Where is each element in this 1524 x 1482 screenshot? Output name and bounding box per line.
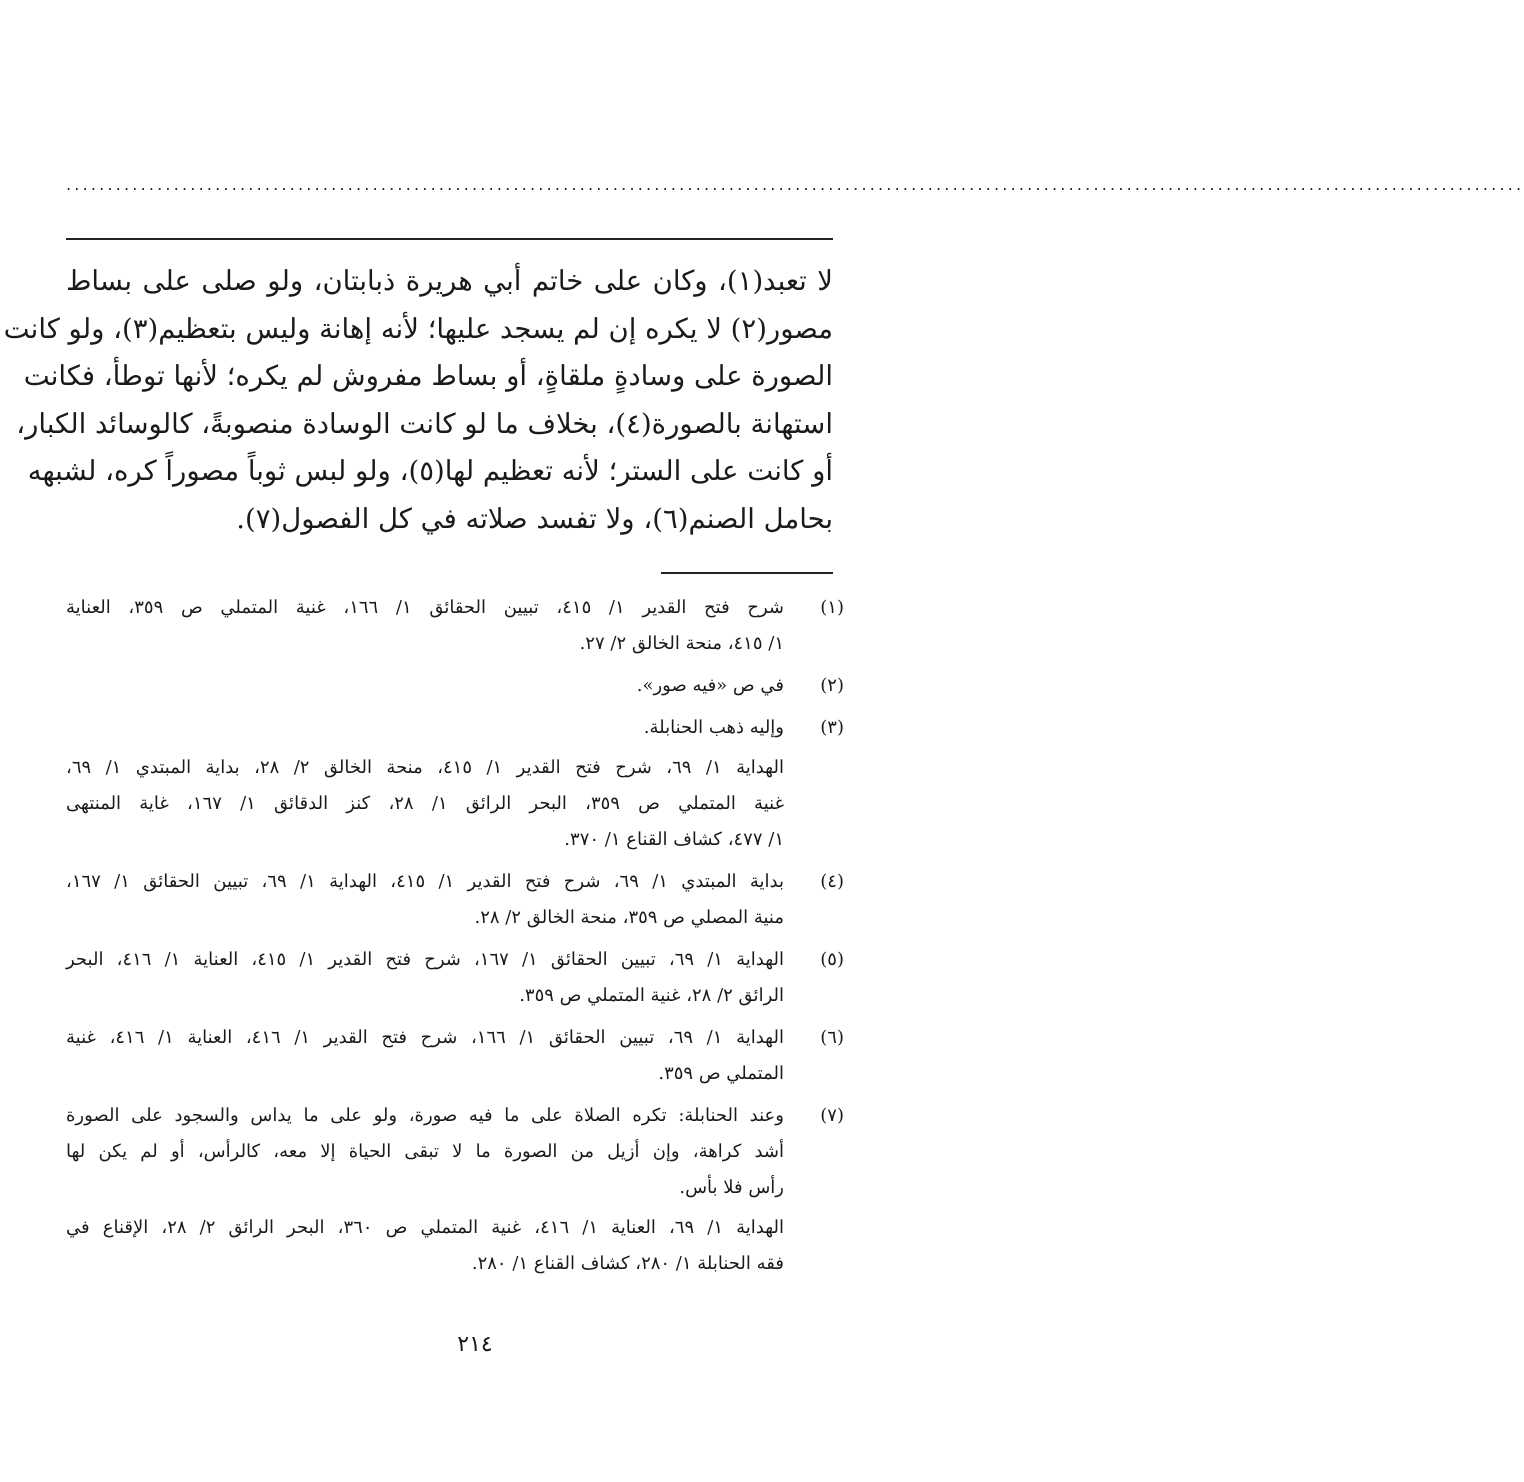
footnote-line: في ص «فيه صور». xyxy=(636,675,784,696)
main-text xyxy=(3,258,833,543)
top-rule xyxy=(66,238,833,240)
footnote-line: غنية المتملي ص ٣٥٩، البحر الرائق ١/ ٢٨، كنز الدقائق ١/ ١٦٧، غاية المنتهى xyxy=(66,793,784,814)
footnote-line: وعند الحنابلة: تكره الصلاة على ما فيه صورة، ولو على ما يداس والسجود على الصورة xyxy=(66,1105,784,1126)
footnote-text xyxy=(66,668,784,704)
footnote-line: الهداية ١/ ٦٩، تبيين الحقائق ١/ ١٦٧، شرح فتح القدير ١/ ٤١٥، العناية ١/ ٤١٦، البحر xyxy=(66,949,784,970)
footnote-line: الهداية ١/ ٦٩، العناية ١/ ٤١٦، غنية المتملي ص ٣٦٠، البحر الرائق ٢/ ٢٨، الإقناع في xyxy=(66,1217,785,1238)
footnote-number: (٢) xyxy=(820,675,844,696)
page-number: ٢١٤ xyxy=(457,1332,493,1357)
footnote-line: الرائق ٢/ ٢٨، غنية المتملي ص ٣٥٩. xyxy=(519,985,784,1006)
footnote-line: ١/ ٤٧٧، كشاف القناع ١/ ٣٧٠. xyxy=(564,829,784,850)
body-line: بحامل الصنم(٦)، ولا تفسد صلاته في كل الفصول(٧). xyxy=(236,502,833,535)
footnote-number: (١) xyxy=(820,597,844,618)
footnote-text xyxy=(66,710,784,858)
footnote-text xyxy=(66,942,784,1014)
footnote-line: المتملي ص ٣٥٩. xyxy=(658,1063,784,1084)
footnote-text xyxy=(66,1020,784,1092)
footnote-number: (٦) xyxy=(820,1027,844,1048)
footnote-line: الهداية ١/ ٦٩، تبيين الحقائق ١/ ١٦٦، شرح فتح القدير ١/ ٤١٦، العناية ١/ ٤١٦، غنية xyxy=(66,1027,784,1048)
footnote-line: ١/ ٤١٥، منحة الخالق ٢/ ٢٧. xyxy=(579,633,784,654)
footnote-text xyxy=(66,590,784,662)
body-line: أو كانت على الستر؛ لأنه تعظيم لها(٥)، ولو لبس ثوباً مصوراً كره، لشبهه xyxy=(27,455,833,487)
footnote-line: أشد كراهة، وإن أزيل من الصورة ما لا تبقى الحياة إلا معه، كالرأس، أو لم يكن لها xyxy=(66,1141,784,1162)
footnote-3 xyxy=(66,710,844,858)
footnote-4 xyxy=(66,864,844,936)
footnote-number: (٥) xyxy=(820,949,844,970)
footnote-2 xyxy=(66,668,844,704)
footnote-line: وإليه ذهب الحنابلة. xyxy=(643,717,784,738)
footnote-text xyxy=(66,1098,784,1282)
body-line: استهانة بالصورة(٤)، بخلاف ما لو كانت الوسادة منصوبةً، كالوسائد الكبار، xyxy=(16,407,833,440)
footnote-line: بداية المبتدي ١/ ٦٩، شرح فتح القدير ١/ ٤١٥، الهداية ١/ ٦٩، تبيين الحقائق ١/ ١٦٧، xyxy=(66,871,784,892)
footnote-number: (٣) xyxy=(820,717,844,738)
footnote-line: شرح فتح القدير ١/ ٤١٥، تبيين الحقائق ١/ ١٦٦، غنية المتملي ص ٣٥٩، العناية xyxy=(66,597,784,618)
footnote-rule xyxy=(661,572,833,574)
footnote-number: (٤) xyxy=(820,871,844,892)
footnotes xyxy=(66,590,844,1288)
body-line: مصور(٢) لا يكره إن لم يسجد عليها؛ لأنه إهانة وليس بتعظيم(٣)، ولو كانت xyxy=(3,312,833,345)
body-line: الصورة على وسادةٍ ملقاةٍ، أو بساط مفروش لم يكره؛ لأنها توطأ، فكانت xyxy=(23,360,833,392)
footnote-6 xyxy=(66,1020,844,1092)
footnote-number: (٧) xyxy=(820,1105,844,1126)
footnote-7 xyxy=(66,1098,844,1282)
footnote-line: منية المصلي ص ٣٥٩، منحة الخالق ٢/ ٢٨. xyxy=(474,907,784,928)
footnote-line: الهداية ١/ ٦٩، شرح فتح القدير ١/ ٤١٥، منحة الخالق ٢/ ٢٨، بداية المبتدي ١/ ٦٩، xyxy=(66,757,784,778)
dotted-separator: ................................................................................................................................................................................ xyxy=(66,175,1524,194)
footnote-5 xyxy=(66,942,844,1014)
body-line: لا تعبد(١)، وكان على خاتم أبي هريرة ذبابتان، ولو صلى على بساط xyxy=(66,265,833,297)
footnote-1 xyxy=(66,590,844,662)
footnote-text xyxy=(66,864,784,936)
footnote-line: رأس فلا بأس. xyxy=(679,1177,784,1198)
footnote-line: فقه الحنابلة ١/ ٢٨٠، كشاف القناع ١/ ٢٨٠. xyxy=(471,1253,784,1274)
